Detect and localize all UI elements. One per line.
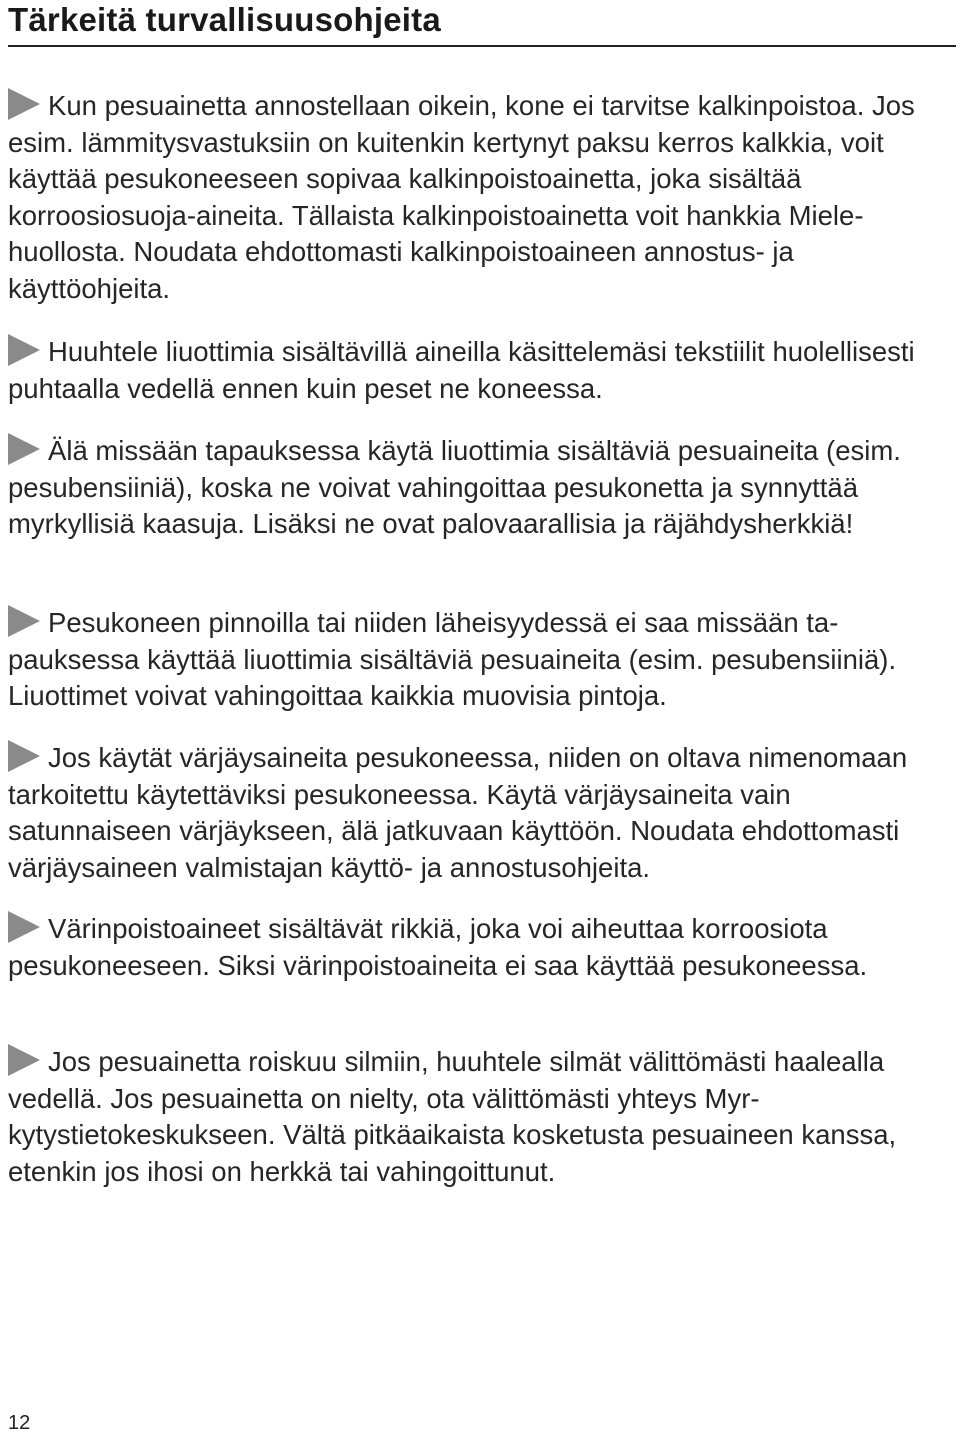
instruction-text: Älä missään tapauksessa käytä liuottimia sisältäviä pesuaineita (esim. pesubensiiniä), koska ne voivat vahingoittaa pesukonetta ja synnyttää myrkyllisiä kaasuja. Lisäksi ne ovat palovaarallisia ja räjähdysherkkiä! — [8, 435, 901, 539]
arrow-right-icon — [8, 911, 40, 943]
instruction-text: Pesukoneen pinnoilla tai niiden läheisyydessä ei saa missään tapauksessa käyttää liuottimia sisältäviä pesuaineita (esim. pesubensiiniä). Liuottimet voivat vahingoittaa kaikkia muovisia pintoja. — [8, 607, 897, 711]
title-divider — [8, 45, 956, 47]
safety-instruction — [8, 433, 948, 543]
instruction-text: Huuhtele liuottimia sisältävillä aineilla käsittelemäsi tekstiilit huolellisesti puhtaalla vedellä ennen kuin peset ne koneessa. — [8, 336, 915, 404]
safety-instruction — [8, 334, 948, 407]
safety-instruction — [8, 88, 948, 307]
arrow-right-icon — [8, 433, 40, 465]
arrow-right-icon — [8, 740, 40, 772]
instruction-text: Jos käytät värjäysaineita pesukoneessa, niiden on oltava nimenomaan tarkoitettu käytettäviksi pesukoneessa. Käytä värjäysaineita vain satunnaiseen värjäykseen, älä jatkuvaan käyttöön. Noudata ehdottomasti värjäysaineen valmistajan käyttö- ja annostusohjeita. — [8, 742, 908, 883]
arrow-right-icon — [8, 605, 40, 637]
safety-instruction — [8, 911, 948, 984]
safety-instruction — [8, 1044, 948, 1190]
instruction-text: Värinpoistoaineet sisältävät rikkiä, joka voi aiheuttaa korroosiota pesukoneeseen. Siksi värinpoistoaineita ei saa käyttää pesukoneessa. — [8, 913, 868, 981]
safety-instruction — [8, 605, 948, 715]
instruction-text: Kun pesuainetta annostellaan oikein, kone ei tarvitse kalkinpoistoa. Jos esim. lämmitysvastuksiin on kuitenkin kertynyt paksu kerros kalkkia, voit käyttää pesukoneeseen sopivaa kalkinpoistoainetta, joka sisältää korroosiosuoja-aineita. Tällaista kalkinpoistoainetta voit hankkia Miele-huollosta. Noudata ehdottomasti kalkinpoistoaineen annostus- ja käyttöohjeita. — [8, 90, 915, 304]
arrow-right-icon — [8, 1044, 40, 1076]
page-title: Tärkeitä turvallisuusohjeita — [8, 1, 441, 38]
arrow-right-icon — [8, 334, 40, 366]
safety-instruction — [8, 740, 948, 886]
arrow-right-icon — [8, 88, 40, 120]
page-number: 12 — [8, 1412, 31, 1434]
instruction-text: Jos pesuainetta roiskuu silmiin, huuhtele silmät välittömästi haalealla vedellä. Jos pesuainetta on nielty, ota välittömästi yhteys Myrkytystietokeskukseen. Vältä pitkäaikaista kosketusta pesuaineen kanssa, etenkin jos ihosi on herkkä tai vahingoittunut. — [8, 1046, 897, 1187]
